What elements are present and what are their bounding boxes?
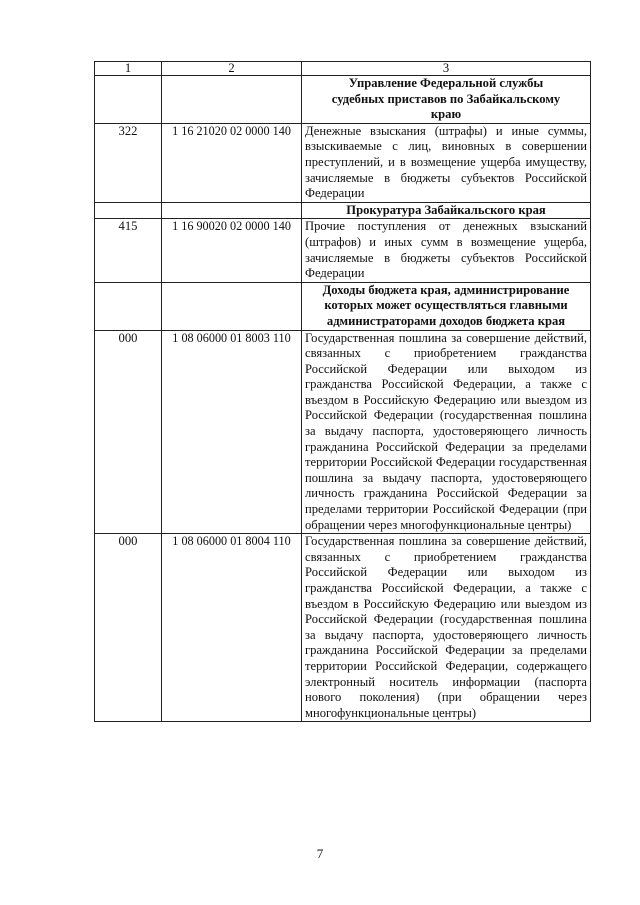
header-col-3: 3 [302,62,591,76]
empty-cell [95,76,162,124]
table-header-row [95,62,591,76]
income-description: Государственная пошлина за совершение действий, связанных с приобретением гражданства Российской Федерации или выходом из гражданства Российской Федерации, а также с въездом в Российскую Федерацию или выездом из Российской Федерации (государственная пошлина за выдачу паспорта, удостоверяющего личность гражданина Российской Федерации за пределами территории Российской Федерации государственная пошлина за выдачу паспорта, удостоверяющего личность гражданина Российской Федерации за пределами территории Российской Федерации (при обращении через многофункциональные центры) [302,330,591,534]
admin-code: 000 [95,330,162,534]
table-row [95,219,591,282]
section-title: Доходы бюджета края, администрирование которых может осуществляться главными администраторами доходов бюджета края [302,282,591,330]
admin-code: 322 [95,123,162,202]
income-description: Прочие поступления от денежных взысканий (штрафов) и иных сумм в возмещение ущерба, зачисляемые в бюджеты субъектов Российской Федерации [302,219,591,282]
empty-cell [162,202,302,219]
table-row-section [95,76,591,124]
empty-cell [95,282,162,330]
section-title: Прокуратура Забайкальского края [302,202,591,219]
budget-classification-code: 1 08 06000 01 8003 110 [162,330,302,534]
table-row [95,534,591,722]
budget-classification-code: 1 16 21020 02 0000 140 [162,123,302,202]
table-row-section [95,282,591,330]
table-row [95,330,591,534]
table-row-section [95,202,591,219]
table-row [95,123,591,202]
income-description: Денежные взыскания (штрафы) и иные суммы, взыскиваемые с лиц, виновных в совершении преступлений, и в возмещение ущерба имуществу, зачисляемые в бюджеты субъектов Российской Федерации [302,123,591,202]
header-col-2: 2 [162,62,302,76]
admin-code: 415 [95,219,162,282]
budget-classification-code: 1 16 90020 02 0000 140 [162,219,302,282]
budget-classification-code: 1 08 06000 01 8004 110 [162,534,302,722]
section-title: Управление Федеральной службы судебных приставов по Забайкальскому краю [302,76,591,124]
header-col-1: 1 [95,62,162,76]
budget-codes-table [94,61,591,722]
admin-code: 000 [95,534,162,722]
income-description: Государственная пошлина за совершение действий, связанных с приобретением гражданства Российской Федерации или выходом из гражданства Российской Федерации, а также с въездом в Российскую Федерацию или выездом из Российской Федерации (государственная пошлина за выдачу паспорта, удостоверяющего личность гражданина Российской Федерации за пределами территории Российской Федерации, содержащего электронный носитель информации (паспорта нового поколения) (при обращении через многофункциональные центры) [302,534,591,722]
empty-cell [162,76,302,124]
page-number: 7 [316,846,324,861]
empty-cell [162,282,302,330]
empty-cell [95,202,162,219]
